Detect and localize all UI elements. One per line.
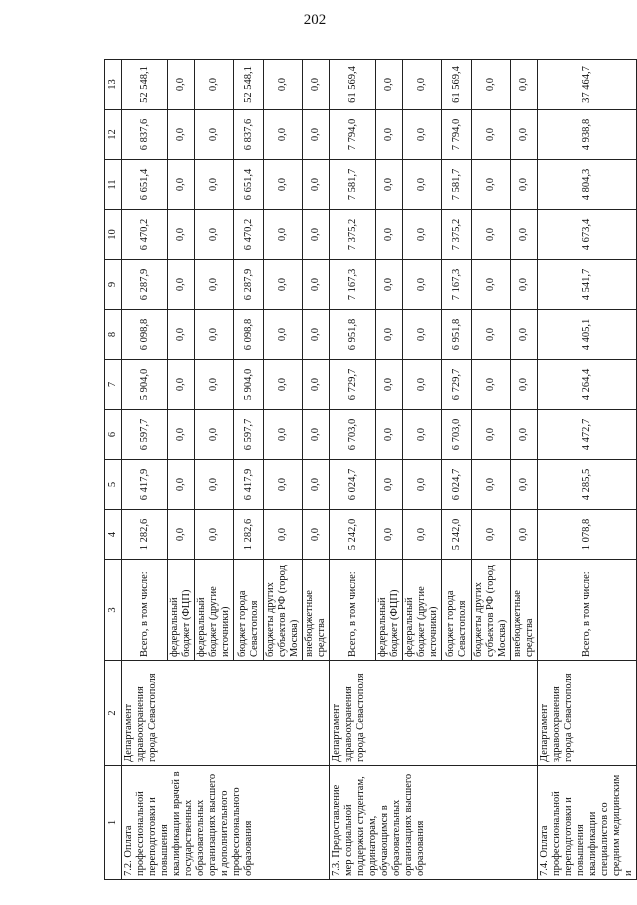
- source-cell: Всего, в том числе:: [538, 560, 637, 661]
- source-cell: бюджеты других субъектов РФ (город Москва): [264, 560, 303, 661]
- value-cell: 0,0: [168, 160, 195, 210]
- value-cell: 0,0: [511, 160, 538, 210]
- value-cell: 0,0: [403, 310, 442, 360]
- value-cell: 0,0: [195, 260, 234, 310]
- value-cell: 0,0: [376, 160, 403, 210]
- value-cell: 0,0: [303, 110, 330, 160]
- value-cell: 37 464,7: [538, 60, 637, 110]
- value-cell: 7 581,7: [330, 160, 376, 210]
- value-cell: 0,0: [472, 160, 511, 210]
- source-cell: Всего, в том числе:: [330, 560, 376, 661]
- value-cell: 0,0: [264, 460, 303, 510]
- value-cell: 6 470,2: [122, 210, 168, 260]
- col-num-4: 4: [105, 510, 122, 560]
- value-cell: 1 282,6: [234, 510, 264, 560]
- value-cell: 6 651,4: [122, 160, 168, 210]
- value-cell: 0,0: [511, 510, 538, 560]
- measure-cell: 7.2. Оплата профессиональной переподготовки и повышения квалификации врачей в государственных образовательных организациях высшего и дополнительного профессионального образования: [122, 766, 330, 880]
- value-cell: 0,0: [303, 510, 330, 560]
- value-cell: 6 024,7: [330, 460, 376, 510]
- value-cell: 0,0: [168, 260, 195, 310]
- value-cell: 1 078,8: [538, 510, 637, 560]
- source-cell: бюджеты других субъектов РФ (город Москва): [472, 560, 511, 661]
- value-cell: 0,0: [168, 110, 195, 160]
- value-cell: 0,0: [303, 210, 330, 260]
- value-cell: 0,0: [403, 110, 442, 160]
- value-cell: 0,0: [168, 410, 195, 460]
- col-num-11: 11: [105, 160, 122, 210]
- value-cell: 0,0: [303, 260, 330, 310]
- value-cell: 6 651,4: [234, 160, 264, 210]
- value-cell: 0,0: [195, 460, 234, 510]
- table-row: [122, 60, 168, 880]
- source-cell: федеральный бюджет (ФЦП): [376, 560, 403, 661]
- value-cell: 7 375,2: [330, 210, 376, 260]
- value-cell: 0,0: [403, 210, 442, 260]
- value-cell: 6 417,9: [234, 460, 264, 510]
- source-cell: бюджет города Севастополя: [442, 560, 472, 661]
- value-cell: 5 242,0: [330, 510, 376, 560]
- value-cell: 5 242,0: [442, 510, 472, 560]
- value-cell: 6 470,2: [234, 210, 264, 260]
- value-cell: 0,0: [195, 60, 234, 110]
- value-cell: 6 287,9: [234, 260, 264, 310]
- value-cell: 52 548,1: [122, 60, 168, 110]
- executor-cell: Департамент здравоохранения города Севастополя: [122, 661, 330, 766]
- value-cell: 7 581,7: [442, 160, 472, 210]
- page-number: 202: [303, 12, 327, 28]
- value-cell: 0,0: [168, 210, 195, 260]
- value-cell: 7 167,3: [442, 260, 472, 310]
- value-cell: 4 804,3: [538, 160, 637, 210]
- value-cell: 5 904,0: [122, 360, 168, 410]
- value-cell: 6 597,7: [234, 410, 264, 460]
- value-cell: 0,0: [472, 510, 511, 560]
- table-row: [538, 60, 637, 880]
- value-cell: 0,0: [376, 210, 403, 260]
- value-cell: 0,0: [195, 510, 234, 560]
- value-cell: 0,0: [168, 60, 195, 110]
- value-cell: 0,0: [376, 310, 403, 360]
- budget-table: [104, 59, 637, 880]
- value-cell: 0,0: [168, 460, 195, 510]
- value-cell: 0,0: [511, 110, 538, 160]
- value-cell: 0,0: [376, 460, 403, 510]
- value-cell: 4 541,7: [538, 260, 637, 310]
- col-num-8: 8: [105, 310, 122, 360]
- value-cell: 7 375,2: [442, 210, 472, 260]
- value-cell: 0,0: [511, 60, 538, 110]
- value-cell: 0,0: [168, 310, 195, 360]
- value-cell: 0,0: [264, 160, 303, 210]
- value-cell: 0,0: [511, 310, 538, 360]
- value-cell: 0,0: [376, 260, 403, 310]
- table-rotor: [104, 60, 634, 880]
- value-cell: 0,0: [303, 360, 330, 410]
- table-row: [330, 60, 376, 880]
- executor-cell: Департамент здравоохранения города Севастополя: [538, 661, 637, 766]
- value-cell: 6 024,7: [442, 460, 472, 510]
- value-cell: 4 938,8: [538, 110, 637, 160]
- col-num-13: 13: [105, 60, 122, 110]
- value-cell: 7 794,0: [330, 110, 376, 160]
- value-cell: 7 167,3: [330, 260, 376, 310]
- value-cell: 0,0: [403, 60, 442, 110]
- value-cell: 4 472,7: [538, 410, 637, 460]
- value-cell: 0,0: [376, 410, 403, 460]
- value-cell: 6 703,0: [442, 410, 472, 460]
- value-cell: 0,0: [195, 360, 234, 410]
- measure-cell: 7.4. Оплата профессиональной переподготовки и повышения квалификации специалистов со средним медицинским и: [538, 766, 637, 880]
- value-cell: 0,0: [403, 460, 442, 510]
- value-cell: 0,0: [195, 160, 234, 210]
- value-cell: 6 417,9: [122, 460, 168, 510]
- value-cell: 6 287,9: [122, 260, 168, 310]
- value-cell: 0,0: [511, 460, 538, 510]
- source-cell: Всего, в том числе:: [122, 560, 168, 661]
- source-cell: федеральный бюджет (другие источники): [195, 560, 234, 661]
- col-num-3: 3: [105, 560, 122, 661]
- col-num-12: 12: [105, 110, 122, 160]
- value-cell: 6 729,7: [330, 360, 376, 410]
- value-cell: 4 285,5: [538, 460, 637, 510]
- value-cell: 0,0: [376, 110, 403, 160]
- value-cell: 0,0: [264, 510, 303, 560]
- value-cell: 1 282,6: [122, 510, 168, 560]
- value-cell: 0,0: [303, 410, 330, 460]
- value-cell: 6 951,8: [442, 310, 472, 360]
- value-cell: 0,0: [472, 410, 511, 460]
- source-cell: внебюджетные средства: [511, 560, 538, 661]
- value-cell: 6 837,6: [234, 110, 264, 160]
- col-num-5: 5: [105, 460, 122, 510]
- value-cell: 0,0: [303, 60, 330, 110]
- value-cell: 4 673,4: [538, 210, 637, 260]
- value-cell: 6 098,8: [122, 310, 168, 360]
- value-cell: 0,0: [195, 410, 234, 460]
- measure-cell: 7.3. Предоставление мер социальной поддержки студентам, ординаторам, обучающимся в образовательных организациях высшего образования: [330, 766, 538, 880]
- value-cell: 0,0: [472, 110, 511, 160]
- col-num-1: 1: [105, 766, 122, 880]
- value-cell: 61 569,4: [330, 60, 376, 110]
- col-num-2: 2: [105, 661, 122, 766]
- value-cell: 0,0: [403, 360, 442, 410]
- col-num-10: 10: [105, 210, 122, 260]
- value-cell: 0,0: [264, 360, 303, 410]
- value-cell: 0,0: [303, 160, 330, 210]
- value-cell: 0,0: [303, 310, 330, 360]
- value-cell: 0,0: [195, 310, 234, 360]
- value-cell: 0,0: [511, 410, 538, 460]
- value-cell: 0,0: [472, 260, 511, 310]
- value-cell: 0,0: [511, 260, 538, 310]
- col-num-9: 9: [105, 260, 122, 310]
- value-cell: 6 951,8: [330, 310, 376, 360]
- value-cell: 0,0: [472, 210, 511, 260]
- value-cell: 6 597,7: [122, 410, 168, 460]
- value-cell: 0,0: [403, 260, 442, 310]
- value-cell: 0,0: [403, 410, 442, 460]
- value-cell: 0,0: [376, 510, 403, 560]
- value-cell: 6 837,6: [122, 110, 168, 160]
- value-cell: 0,0: [264, 60, 303, 110]
- value-cell: 0,0: [264, 110, 303, 160]
- source-cell: внебюджетные средства: [303, 560, 330, 661]
- source-cell: бюджет города Севастополя: [234, 560, 264, 661]
- value-cell: 6 729,7: [442, 360, 472, 410]
- value-cell: 6 098,8: [234, 310, 264, 360]
- value-cell: 0,0: [195, 110, 234, 160]
- value-cell: 0,0: [472, 310, 511, 360]
- value-cell: 0,0: [168, 360, 195, 410]
- source-cell: федеральный бюджет (ФЦП): [168, 560, 195, 661]
- value-cell: 0,0: [472, 60, 511, 110]
- value-cell: 0,0: [511, 210, 538, 260]
- value-cell: 0,0: [376, 360, 403, 410]
- value-cell: 0,0: [403, 160, 442, 210]
- col-num-6: 6: [105, 410, 122, 460]
- value-cell: 0,0: [303, 460, 330, 510]
- executor-cell: Департамент здравоохранения города Севастополя: [330, 661, 538, 766]
- value-cell: 7 794,0: [442, 110, 472, 160]
- value-cell: 4 405,1: [538, 310, 637, 360]
- value-cell: 0,0: [472, 360, 511, 410]
- value-cell: 6 703,0: [330, 410, 376, 460]
- value-cell: 0,0: [511, 360, 538, 410]
- value-cell: 0,0: [264, 410, 303, 460]
- column-number-row: [105, 60, 122, 880]
- col-num-7: 7: [105, 360, 122, 410]
- value-cell: 0,0: [376, 60, 403, 110]
- value-cell: 0,0: [472, 460, 511, 510]
- value-cell: 0,0: [168, 510, 195, 560]
- value-cell: 0,0: [195, 210, 234, 260]
- value-cell: 4 264,4: [538, 360, 637, 410]
- source-cell: федеральный бюджет (другие источники): [403, 560, 442, 661]
- value-cell: 0,0: [264, 310, 303, 360]
- value-cell: 0,0: [403, 510, 442, 560]
- table-body: [122, 60, 637, 880]
- value-cell: 52 548,1: [234, 60, 264, 110]
- value-cell: 0,0: [264, 260, 303, 310]
- value-cell: 61 569,4: [442, 60, 472, 110]
- value-cell: 5 904,0: [234, 360, 264, 410]
- value-cell: 0,0: [264, 210, 303, 260]
